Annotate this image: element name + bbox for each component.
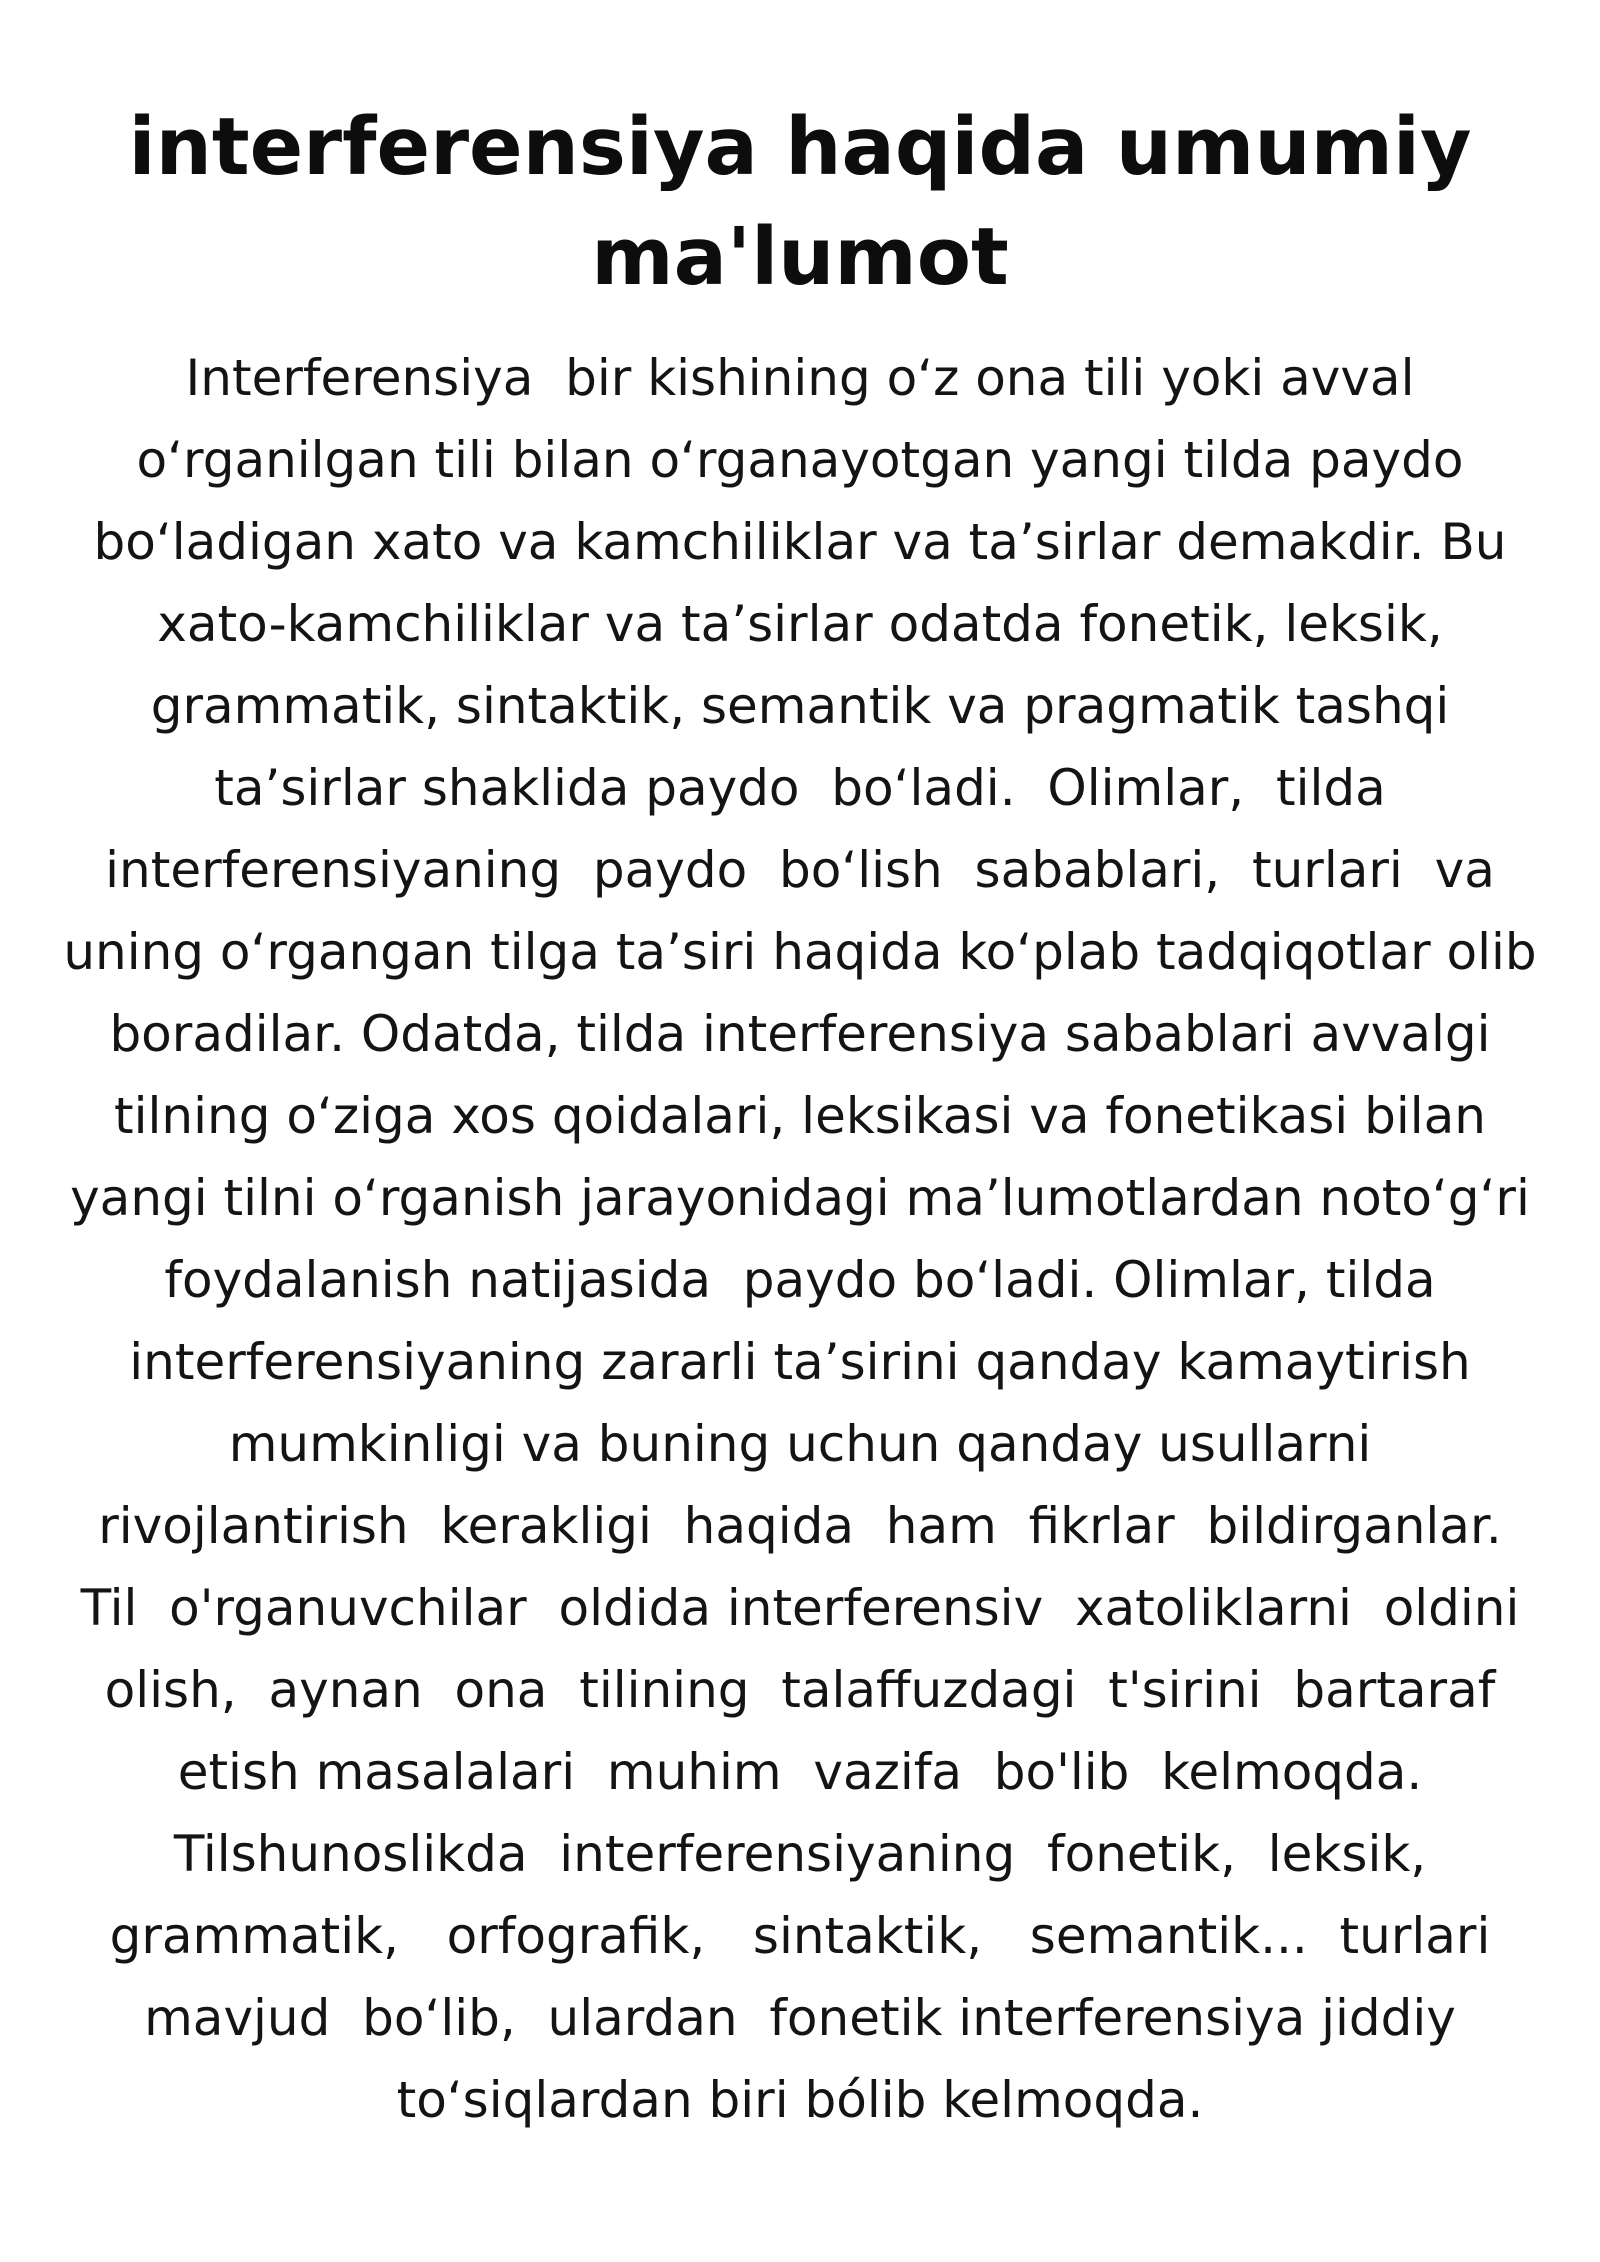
- body-line: Interferensiya bir kishining oʻz ona tili yoki avval: [185, 349, 1415, 407]
- body-line: taʼsirlar shaklida paydo boʻladi. Olimlar, tilda: [214, 759, 1386, 817]
- body-line: tilning oʻziga xos qoidalari, leksikasi va fonetikasi bilan: [114, 1087, 1486, 1145]
- body-line: Tilshunoslikda interferensiyaning fonetik, leksik,: [173, 1825, 1427, 1883]
- body-line: Til o'rganuvchilar oldida interferensiv xatoliklarni oldini: [80, 1579, 1520, 1637]
- body-line: oʻrganilgan tili bilan oʻrganayotgan yangi tilda paydo: [136, 431, 1464, 489]
- body-line: grammatik, orfografik, sintaktik, semantik... turlari: [109, 1907, 1491, 1965]
- body-line: mavjud boʻlib, ulardan fonetik interferensiya jiddiy: [144, 1989, 1456, 2047]
- body-line: etish masalalari muhim vazifa bo'lib kelmoqda.: [177, 1743, 1423, 1801]
- document-title-line-1: interferensiya haqida umumiy: [128, 101, 1472, 193]
- body-line: uning oʻrgangan tilga taʼsiri haqida koʻplab tadqiqotlar olib: [63, 923, 1537, 981]
- body-line: olish, aynan ona tilining talaffuzdagi t'sirini bartaraf: [104, 1661, 1496, 1719]
- document-title-line-2: ma'lumot: [591, 211, 1009, 303]
- body-line: boʻladigan xato va kamchiliklar va taʼsirlar demakdir. Bu: [93, 513, 1507, 571]
- body-line: mumkinligi va buning uchun qanday usullarni: [228, 1415, 1372, 1473]
- body-line: yangi tilni oʻrganish jarayonidagi maʼlumotlardan notoʻgʻri: [70, 1169, 1530, 1227]
- body-line: interferensiyaning paydo boʻlish sabablari, turlari va: [105, 841, 1495, 899]
- body-line: boradilar. Odatda, tilda interferensiya sabablari avvalgi: [109, 1005, 1491, 1063]
- body-line: toʻsiqlardan biri bólib kelmoqda.: [396, 2071, 1204, 2129]
- body-line: grammatik, sintaktik, semantik va pragmatik tashqi: [150, 677, 1450, 735]
- body-line: rivojlantirish kerakligi haqida ham fikrlar bildirganlar.: [98, 1497, 1502, 1555]
- body-line: foydalanish natijasida paydo boʻladi. Olimlar, tilda: [164, 1251, 1436, 1309]
- body-line: xato-kamchiliklar va taʼsirlar odatda fonetik, leksik,: [157, 595, 1443, 653]
- body-line: interferensiyaning zararli taʼsirini qanday kamaytirish: [129, 1333, 1471, 1391]
